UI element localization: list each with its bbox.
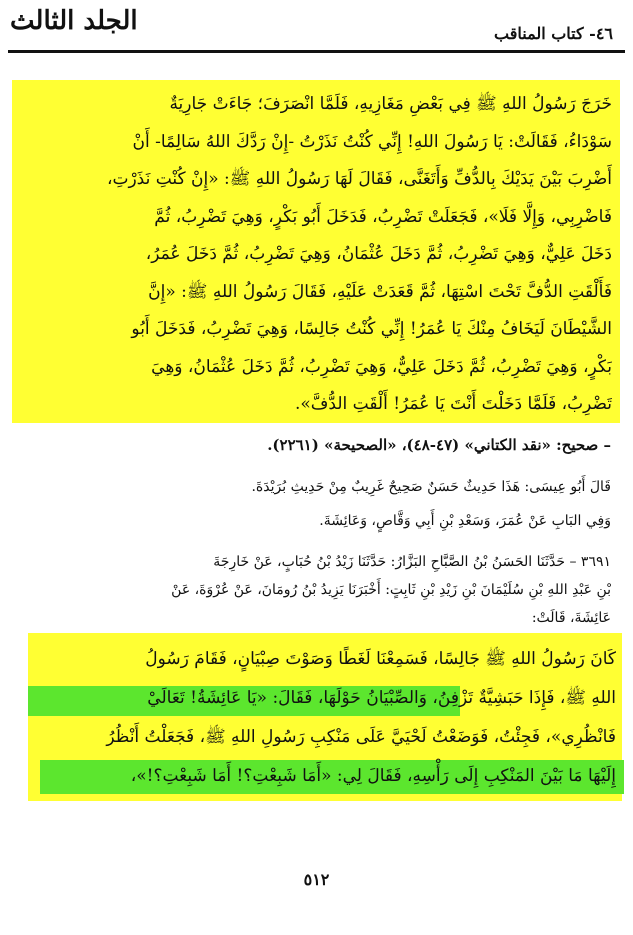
commentary-line: وَفِي البَابِ عَنْ عُمَرَ، وَسَعْدِ بْنِ أَبِي وَقَّاصٍ، وَعَائِشَةَ. xyxy=(319,513,611,529)
hadith-line: اللهِ ﷺ، فَإِذَا حَبَشِيَّةٌ تَزْفِنُ، وَالصِّبْيَانُ حَوْلَهَا، فَقَالَ: «يَا عَائِشَةُ! تَعَالَيْ xyxy=(147,688,616,708)
hadith-line: تَضْرِبُ، فَلَمَّا دَخَلْتَ أَنْتَ يَا عُمَرُ! أَلْقَتِ الدُّفَّ». xyxy=(294,394,612,414)
hadith-line: أَضْرِبَ بَيْنَ يَدَيْكَ بِالدُّفِّ وَأَتَغَنَّى، فَقَالَ لَهَا رَسُولُ اللهِ ﷺ: «إِنْ كُنْتِ نَذَرْتِ، xyxy=(106,169,612,189)
isnad-line: بْنِ عَبْدِ اللهِ بْنِ سُلَيْمَانَ بْنِ زَيْدِ بْنِ ثَابِتٍ: أَخْبَرَنَا يَزِيدُ بْنُ رُومَانَ، عَنْ عُرْوَةَ، عَنْ xyxy=(171,582,611,598)
isnad-chain xyxy=(21,548,611,632)
hadith-line: فَاضْرِبِي، وَإِلَّا فَلَا»، فَجَعَلَتْ تَضْرِبُ، فَدَخَلَ أَبُو بَكْرٍ، وَهِيَ تَضْرِبُ، ثُمَّ xyxy=(154,206,612,227)
volume-title: الجلد الثالث xyxy=(10,6,138,36)
header-divider xyxy=(8,50,625,53)
hadith-line: فَأَلْقَتِ الدُّفَّ تَحْتَ اسْتِهَا، ثُمَّ قَعَدَتْ عَلَيْهِ، فَقَالَ رَسُولُ اللهِ ﷺ: «إِنَّ xyxy=(148,281,612,302)
isnad-line: عَائِشَةَ، قَالَتْ: xyxy=(531,610,611,626)
chapter-title: ٤٦- كتاب المناقب xyxy=(494,24,613,43)
hadith-line: إِلَيْهَا مَا بَيْنَ المَنْكِبِ إِلَى رَأْسِهِ، فَقَالَ لِي: «أَمَا شَبِعْتِ؟! أَمَا شَبِعْتِ؟!»، xyxy=(130,766,616,786)
hadith-line: فَانْظُرِي»، فَجِئْتُ، فَوَضَعْتُ لَحْيَيَّ عَلَى مَنْكِبِ رَسُولِ اللهِ ﷺ، فَجَعَلْتُ أَنْظُرُ xyxy=(106,727,616,747)
isnad-line: ٣٦٩١ – حَدَّثَنَا الحَسَنُ بْنُ الصَّبَّاحِ البَزَّارُ: حَدَّثَنَا زَيْدُ بْنُ حُبَابٍ، عَنْ خَارِجَةَ xyxy=(213,554,611,570)
hadith-line: سَوْدَاءُ، فَقَالَتْ: يَا رَسُولَ اللهِ! إِنِّي كُنْتُ نَذَرْتُ -إِنْ رَدَّكَ اللهُ سَالِمًا- أَنْ xyxy=(132,131,612,152)
hadith-grading: – صحيح: «نقد الكتاني» (٤٧-٤٨)، «الصحيحة» (٢٢٦١). xyxy=(267,436,611,454)
hadith-line: كَانَ رَسُولُ اللهِ ﷺ جَالِسًا، فَسَمِعْنَا لَغَطًا وَصَوْتَ صِبْيَانٍ، فَقَامَ رَسُولُ xyxy=(145,649,616,669)
main-hadith-text xyxy=(24,86,612,424)
hadith-line: بَكْرٍ، وَهِيَ تَضْرِبُ، ثُمَّ دَخَلَ عَلِيٌّ، وَهِيَ تَضْرِبُ، ثُمَّ دَخَلَ عُثْمَانُ، وَهِيَ xyxy=(151,356,612,377)
commentary-line: قَالَ أَبُو عِيسَى: هَذَا حَدِيثٌ حَسَنٌ صَحِيحٌ غَرِيبٌ مِنْ حَدِيثِ بُرَيْدَةَ. xyxy=(251,479,611,495)
page-header xyxy=(8,4,625,50)
hadith-line: خَرَجَ رَسُولُ اللهِ ﷺ فِي بَعْضِ مَغَازِيهِ، فَلَمَّا انْصَرَفَ؛ جَاءَتْ جَارِيَةٌ xyxy=(169,94,612,114)
page-number: ٥١٢ xyxy=(303,870,330,889)
commentary xyxy=(21,470,611,538)
hadith-line: دَخَلَ عَلِيٌّ، وَهِيَ تَضْرِبُ، ثُمَّ دَخَلَ عُثْمَانُ، وَهِيَ تَضْرِبُ، ثُمَّ دَخَلَ عُمَرُ، xyxy=(145,244,612,264)
hadith-line: الشَّيْطَانَ لَيَخَافُ مِنْكَ يَا عُمَرُ! إِنِّي كُنْتُ جَالِسًا، وَهِيَ تَضْرِبُ، فَدَخَلَ أَبُو xyxy=(131,319,612,339)
second-hadith-text xyxy=(36,640,616,796)
